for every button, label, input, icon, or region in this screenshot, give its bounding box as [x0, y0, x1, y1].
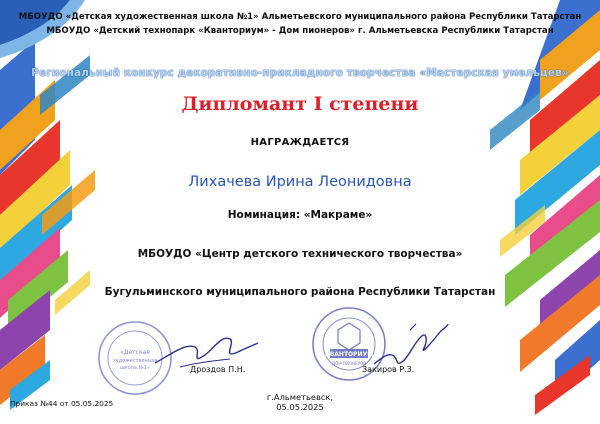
svg-text:«Детская: «Детская — [120, 349, 150, 356]
svg-text:школа №1»: школа №1» — [120, 365, 150, 371]
right-signatory-name: Закиров Р.З. — [362, 365, 415, 374]
awarded-label: НАГРАЖДАЕТСЯ — [250, 137, 350, 148]
recipient-name: Лихачева Ирина Леонидовна — [188, 174, 412, 190]
svg-text:художественная: художественная — [112, 358, 158, 364]
svg-text:КВАНТОРИУМ: КВАНТОРИУМ — [324, 351, 374, 358]
order-note: Приказ №44 от 05.05.2025 — [10, 399, 114, 408]
diploma-degree-heading: Дипломант I степени — [181, 93, 419, 115]
organizer-line-1: МБОУДО «Детская художественная школа №1» Альметьевского муниципального района Республики Татарстан — [18, 12, 582, 22]
date: 05.05.2025 — [276, 402, 324, 412]
place: г.Альметьевск, — [266, 392, 334, 402]
svg-text:ДОМ ПИОНЕРОВ: ДОМ ПИОНЕРОВ — [332, 361, 366, 366]
nomination: Номинация: «Макраме» — [227, 209, 373, 221]
region: Бугульминского муниципального района Республики Татарстан — [104, 286, 496, 298]
contest-title: Региональный конкурс декоративно-прикладного творчества «Мастерская умельцев» — [31, 67, 569, 79]
institution: МБОУДО «Центр детского технического творчества» — [137, 248, 463, 260]
organizer-line-2: МБОУДО «Детский технопарк «Кванториум» - Дом пионеров» г. Альметьевска Республики Татарстан — [46, 26, 554, 36]
left-signatory-name: Дроздов П.Н. — [190, 365, 246, 374]
